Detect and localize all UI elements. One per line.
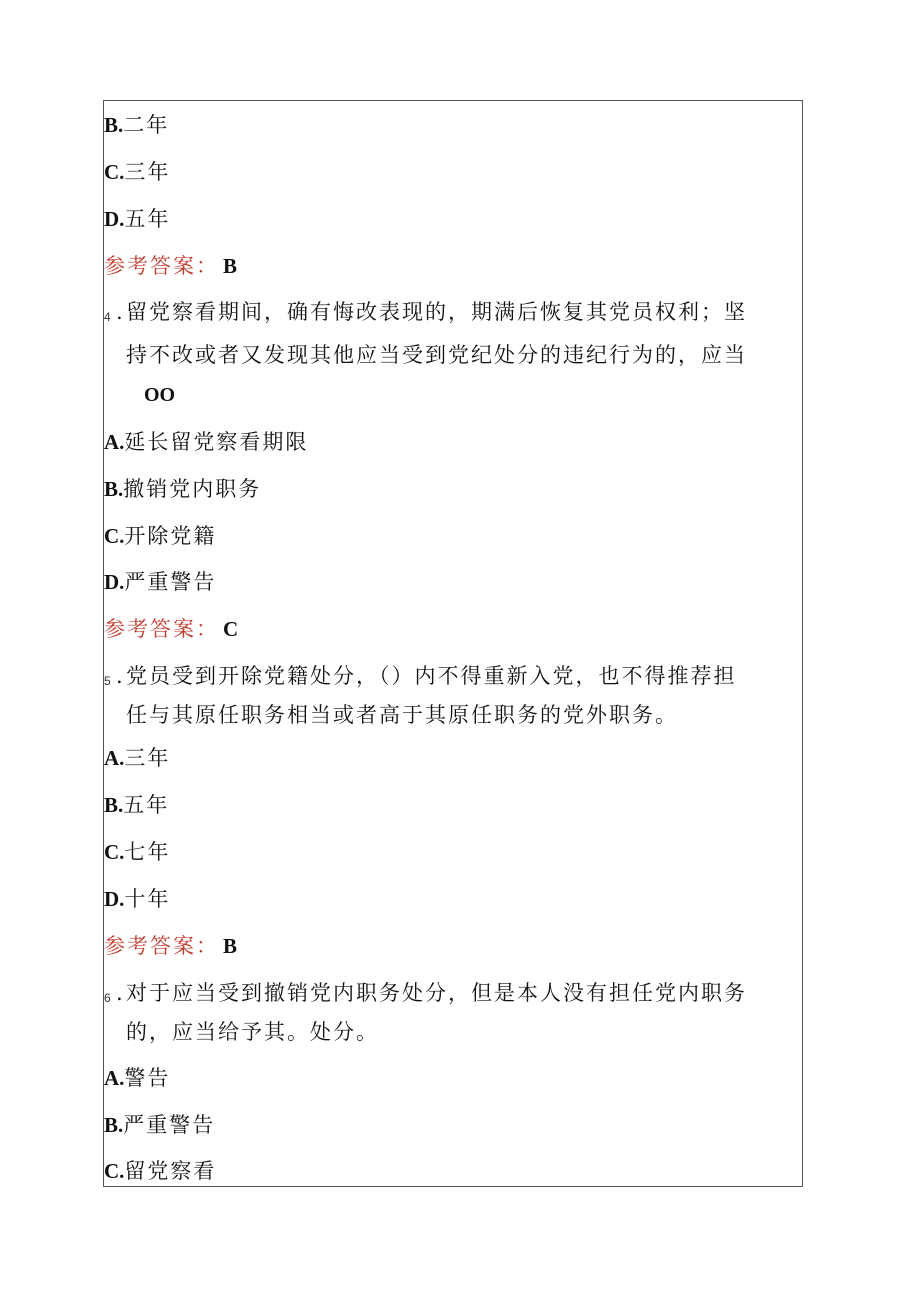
option-a bbox=[104, 744, 170, 772]
option-text: 二年 bbox=[123, 113, 170, 137]
question-6-line-2 bbox=[126, 1018, 379, 1046]
option-b bbox=[104, 791, 169, 819]
option-letter: B. bbox=[104, 1113, 124, 1137]
question-number: 4 bbox=[104, 310, 111, 324]
option-letter: B. bbox=[104, 477, 124, 501]
option-text: 七年 bbox=[124, 840, 171, 864]
question-4-line-1 bbox=[104, 298, 747, 329]
answer-q4 bbox=[104, 615, 238, 643]
option-text: 留党察看 bbox=[124, 1159, 217, 1183]
option-text: 撤销党内职务 bbox=[123, 477, 262, 501]
option-letter: A. bbox=[104, 430, 125, 454]
answer-label: 参考答案： bbox=[104, 934, 219, 958]
question-4-line-2 bbox=[126, 341, 747, 369]
option-b bbox=[104, 111, 169, 139]
option-c bbox=[104, 522, 216, 550]
option-text: 严重警告 bbox=[123, 1113, 216, 1137]
option-letter: C. bbox=[104, 840, 125, 864]
answer-q3 bbox=[104, 252, 237, 280]
option-text: 三年 bbox=[124, 160, 171, 184]
question-number: 6 bbox=[104, 991, 111, 1005]
option-text: 严重警告 bbox=[124, 570, 217, 594]
option-text: 开除党籍 bbox=[124, 524, 217, 548]
question-text: 持不改或者又发现其他应当受到党纪处分的违纪行为的，应当 bbox=[126, 343, 747, 367]
option-letter: C. bbox=[104, 524, 125, 548]
option-letter: A. bbox=[104, 1066, 125, 1090]
question-dot: . bbox=[116, 300, 123, 324]
option-text: 三年 bbox=[124, 746, 171, 770]
option-c bbox=[104, 158, 170, 186]
question-6-line-1 bbox=[104, 979, 747, 1010]
option-d bbox=[104, 885, 170, 913]
question-text: 对于应当受到撤销党内职务处分，但是本人没有担任党内职务 bbox=[126, 981, 747, 1005]
answer-value: B bbox=[223, 254, 238, 278]
answer-label: 参考答案： bbox=[104, 254, 219, 278]
option-text: 五年 bbox=[123, 793, 170, 817]
question-number: 5 bbox=[104, 674, 111, 688]
option-letter: D. bbox=[104, 570, 125, 594]
answer-value: B bbox=[223, 934, 238, 958]
question-4-blank bbox=[144, 380, 175, 409]
option-b bbox=[104, 1111, 215, 1139]
option-letter: C. bbox=[104, 160, 125, 184]
option-letter: D. bbox=[104, 887, 125, 911]
option-text: 十年 bbox=[124, 887, 171, 911]
answer-q5 bbox=[104, 932, 237, 960]
option-letter: B. bbox=[104, 793, 124, 817]
option-a bbox=[104, 428, 308, 456]
option-text: 警告 bbox=[124, 1066, 171, 1090]
option-a bbox=[104, 1064, 170, 1092]
question-5-line-2 bbox=[126, 701, 678, 729]
question-text: 留党察看期间，确有悔改表现的，期满后恢复其党员权利；坚 bbox=[126, 300, 747, 324]
option-c bbox=[104, 1157, 216, 1185]
answer-blank: OO bbox=[144, 384, 176, 406]
option-letter: C. bbox=[104, 1159, 125, 1183]
question-text: 党员受到开除党籍处分，（）内不得重新入党，也不得推荐担 bbox=[126, 664, 737, 688]
option-letter: D. bbox=[104, 207, 125, 231]
option-letter: A. bbox=[104, 746, 125, 770]
option-d bbox=[104, 568, 216, 596]
question-5-line-1 bbox=[104, 662, 737, 693]
option-text: 延长留党察看期限 bbox=[124, 430, 309, 454]
option-letter: B. bbox=[104, 113, 124, 137]
option-b bbox=[104, 475, 261, 503]
question-text: 任与其原任职务相当或者高于其原任职务的党外职务。 bbox=[126, 703, 678, 727]
question-dot: . bbox=[116, 664, 123, 688]
question-text: 的，应当给予其。处分。 bbox=[126, 1020, 379, 1044]
option-text: 五年 bbox=[124, 207, 171, 231]
option-d bbox=[104, 205, 170, 233]
answer-label: 参考答案： bbox=[104, 617, 219, 641]
option-c bbox=[104, 838, 170, 866]
answer-value: C bbox=[223, 617, 239, 641]
question-dot: . bbox=[116, 981, 123, 1005]
document-frame bbox=[103, 100, 803, 1187]
